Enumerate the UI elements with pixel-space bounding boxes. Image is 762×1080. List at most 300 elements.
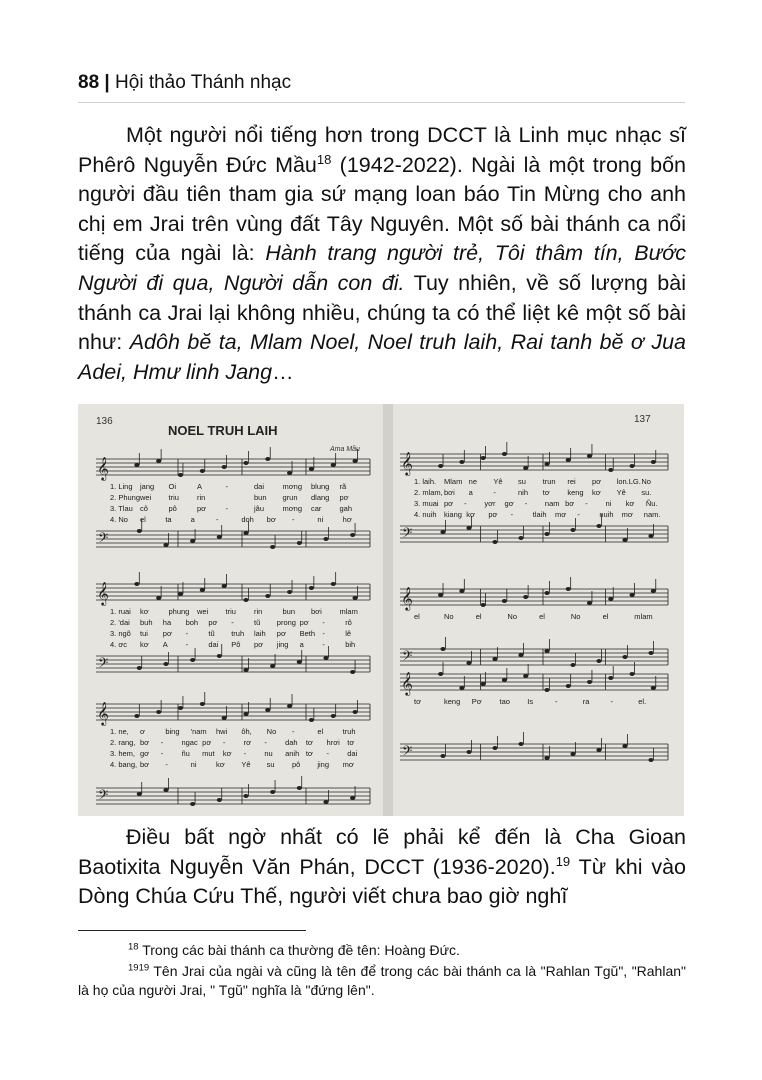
left-system-2-bass-note xyxy=(350,670,355,674)
right-system-1-lyrics-syllable: lon.LG. xyxy=(616,477,641,486)
left-system-3-lyrics-syllable: kơ xyxy=(216,760,225,769)
left-system-1-lyrics-syllable: - xyxy=(292,515,295,524)
book-gutter xyxy=(383,404,393,816)
right-system-2-bass-note xyxy=(648,651,653,655)
right-system-2-bass-note xyxy=(440,647,445,651)
left-system-2-treble-note xyxy=(200,588,205,592)
right-system-2-lyrics-syllable: el xyxy=(602,612,609,621)
paragraph-1-text-a: Một người nổi tiếng hơn trong DCCT là Linh mục nhạc sĩ Phêrô Nguyễn Đức Mầu xyxy=(78,123,686,177)
right-system-1-treble-note xyxy=(502,452,507,456)
left-system-2-lyrics-syllable: a xyxy=(299,640,304,649)
right-system-3-lyrics-syllable: Is xyxy=(527,697,534,706)
left-system-1-lyrics-syllable: bơ xyxy=(266,515,276,524)
left-system-3-lyrics-syllable: ôh, xyxy=(241,727,252,736)
left-system-2-lyrics-syllable: 1. ruai xyxy=(110,607,131,616)
composer-credit: Ama Mầu xyxy=(330,446,360,453)
left-system-2-lyrics-syllable: rin xyxy=(254,607,263,616)
left-system-3-lyrics-syllable: - xyxy=(292,727,295,736)
right-system-1-treble-note xyxy=(651,460,656,464)
left-system-3-treble-note xyxy=(309,718,314,722)
right-system-3-treble-note xyxy=(651,686,656,690)
right-system-1-treble-note xyxy=(438,464,443,468)
left-system-2-bass-note xyxy=(137,666,142,670)
song-list-jrai: Adôh bĕ ta, Mlam Noel, Noel truh laih, Rai tanh bĕ ơ Jua Adei, Hmư linh Jang xyxy=(78,330,686,384)
right-system-2-treble-note xyxy=(523,595,528,599)
right-system-2-lyrics-syllable: No xyxy=(507,612,518,621)
right-system-3-treble-note xyxy=(544,688,549,692)
footnote-ref-18[interactable]: 18 xyxy=(316,151,332,167)
right-system-1-lyrics-syllable: mơ xyxy=(555,510,567,519)
left-system-2-lyrics-syllable: buh xyxy=(140,618,153,627)
right-system-3-bass-note xyxy=(570,752,575,756)
ellipsis: … xyxy=(272,359,294,384)
left-system-2-lyrics-syllable: bun xyxy=(282,607,296,616)
right-system-1-treble-clef: 𝄞 xyxy=(401,453,413,475)
footnote-18-text: Trong các bài thánh ca thường đề tên: Hoàng Đức. xyxy=(138,942,460,958)
left-system-1-treble-note xyxy=(265,457,270,461)
right-system-3-bass-note xyxy=(648,758,653,762)
left-system-1-bass-note xyxy=(163,543,168,547)
left-system-2-lyrics-syllable: 3. ngõ xyxy=(110,629,131,638)
right-system-1-lyrics-syllable: Mlam xyxy=(444,477,463,486)
left-system-3-treble-note xyxy=(134,714,139,718)
left-system-2-treble-note xyxy=(265,594,270,598)
left-system-2-lyrics-syllable: mlam xyxy=(339,607,358,616)
left-system-3-treble-note xyxy=(243,712,248,716)
left-system-2-lyrics-syllable: 4. ơc xyxy=(110,640,128,649)
right-system-3-treble-note xyxy=(459,686,464,690)
right-system-2-treble-clef: 𝄞 xyxy=(401,588,413,610)
right-system-3-bass-note xyxy=(440,754,445,758)
left-system-1-lyrics-syllable: 3. Tlau xyxy=(110,504,133,513)
left-system-2-treble-note xyxy=(222,584,227,588)
right-system-1-lyrics-syllable: bơ xyxy=(565,499,575,508)
left-system-2-lyrics-syllable: lê xyxy=(345,629,352,638)
left-system-1-lyrics-syllable: mơng xyxy=(282,504,303,513)
right-system-2-bass-note xyxy=(570,663,575,667)
left-system-2-bass-note xyxy=(243,668,248,672)
left-system-2-lyrics-syllable: triu xyxy=(225,607,236,616)
right-system-3-bass-note xyxy=(544,756,549,760)
left-system-3-lyrics-syllable: dah xyxy=(285,738,298,747)
left-system-2-lyrics-syllable: wei xyxy=(197,607,209,616)
left-system-3-bass-note xyxy=(350,796,355,800)
left-system-1-lyrics-syllable: dlang xyxy=(311,493,330,502)
right-system-2-lyrics-syllable: el xyxy=(539,612,545,621)
left-system-1-bass-note xyxy=(297,541,302,545)
left-system-1-bass-note xyxy=(270,545,275,549)
right-system-2-bass-note xyxy=(492,657,497,661)
left-system-1-lyrics-syllable: hơ xyxy=(342,515,352,524)
left-system-2-lyrics-syllable: pơ xyxy=(208,618,218,627)
left-system-2-treble-note xyxy=(287,590,292,594)
right-system-3-lyrics-syllable: ra xyxy=(582,697,590,706)
left-system-2-lyrics-syllable: dai xyxy=(208,640,219,649)
right-system-3-treble-note xyxy=(608,676,613,680)
left-system-1-bass-note xyxy=(190,539,195,543)
left-system-1-lyrics-syllable: pô xyxy=(168,504,177,513)
left-system-2-lyrics-syllable: pơ xyxy=(299,618,309,627)
left-system-2-lyrics-syllable: laih xyxy=(254,629,266,638)
right-system-1-bass-note xyxy=(648,534,653,538)
right-system-2-bass-clef: 𝄢 xyxy=(402,650,413,667)
left-system-3-lyrics-syllable: tơ xyxy=(305,749,313,758)
left-system-3-lyrics-syllable: hwi xyxy=(216,727,228,736)
left-system-3-lyrics-syllable: rơ xyxy=(243,738,252,747)
left-system-1-lyrics-syllable: - xyxy=(225,504,228,513)
right-system-2-treble-note xyxy=(651,589,656,593)
left-system-3-bass-clef: 𝄢 xyxy=(98,789,109,806)
left-system-2-lyrics-syllable: tui xyxy=(140,629,148,638)
left-system-3-bass-note xyxy=(323,800,328,804)
paragraph-2-text-a: Điều bất ngờ nhất có lẽ phải kể đến là Cha Gioan Baotixita Nguyễn Văn Phán, DCCT (1936-2020). xyxy=(78,825,686,879)
right-system-1-lyrics-syllable: ni xyxy=(605,499,612,508)
right-system-3-lyrics-syllable: - xyxy=(555,697,558,706)
left-system-2-treble-note xyxy=(309,586,314,590)
right-system-3-bass-note xyxy=(518,742,523,746)
left-system-1-lyrics-syllable: el xyxy=(140,515,146,524)
left-system-1-lyrics-syllable: car xyxy=(311,504,322,513)
right-system-2-bass-note xyxy=(466,661,471,665)
right-system-3-bass-note xyxy=(622,744,627,748)
left-system-3-lyrics-syllable: 2. rang, xyxy=(110,738,136,747)
left-system-2-lyrics-syllable: Beth xyxy=(299,629,316,638)
right-system-1-treble-note xyxy=(459,460,464,464)
right-system-1-lyrics-syllable: kiang xyxy=(444,510,462,519)
left-system-1-lyrics-syllable: Oi xyxy=(168,482,176,491)
right-system-1-lyrics-syllable: nam. xyxy=(643,510,661,519)
right-system-1-lyrics-syllable: keng xyxy=(567,488,584,497)
right-system-1-lyrics-syllable: pơ xyxy=(592,477,602,486)
right-system-1-lyrics-syllable: kơ xyxy=(625,499,635,508)
left-system-1-lyrics-syllable: rã xyxy=(339,482,347,491)
left-system-1-lyrics-syllable: 4. No xyxy=(110,515,128,524)
left-system-1-lyrics-syllable: - xyxy=(216,515,219,524)
left-system-3-lyrics-syllable: bing xyxy=(165,727,180,736)
right-system-1-lyrics-syllable: a xyxy=(468,488,473,497)
right-system-3-lyrics-syllable: keng xyxy=(444,697,461,706)
right-system-2-lyrics-syllable: No xyxy=(444,612,454,621)
running-title: Hội thảo Thánh nhạc xyxy=(115,72,292,93)
left-system-2-lyrics-syllable: tũ xyxy=(208,629,215,638)
left-system-1-lyrics-syllable: 1. Ling xyxy=(110,482,133,491)
right-system-3-bass-clef: 𝄢 xyxy=(402,745,413,762)
left-system-1-lyrics-syllable: jâu xyxy=(254,504,265,513)
left-system-3-lyrics-syllable: gơ xyxy=(140,749,150,758)
right-system-1-lyrics-syllable: rei xyxy=(567,477,576,486)
right-system-2-lyrics-syllable: mlam xyxy=(634,612,653,621)
left-system-3-bass-note xyxy=(270,790,275,794)
left-system-2-lyrics-syllable: kơ xyxy=(140,607,149,616)
left-system-3-lyrics-syllable: - xyxy=(160,738,164,747)
left-system-2-lyrics-syllable: tũ xyxy=(254,618,261,627)
left-system-3-lyrics-syllable: No xyxy=(266,727,277,736)
left-system-1-bass-note xyxy=(323,537,328,541)
left-system-3-lyrics-syllable: mơ xyxy=(342,760,354,769)
left-system-1-treble-note xyxy=(243,461,248,465)
left-system-3-lyrics-syllable: jing xyxy=(317,760,330,769)
left-system-3-lyrics-syllable: - xyxy=(264,738,267,747)
left-system-3-lyrics-syllable: bơ xyxy=(140,760,150,769)
right-system-3-lyrics-syllable: tơ xyxy=(414,697,422,706)
left-system-1-lyrics-syllable: gah xyxy=(339,504,353,513)
left-system-2-bass-note xyxy=(163,662,168,666)
left-system-3-bass-note xyxy=(163,788,168,792)
left-system-1-treble-note xyxy=(309,467,314,471)
left-system-3-lyrics-syllable: su xyxy=(266,760,275,769)
left-system-3-treble-note xyxy=(331,714,336,718)
right-system-1-treble-note xyxy=(629,464,634,468)
left-system-3-lyrics-syllable: - xyxy=(160,749,164,758)
left-system-3-lyrics-syllable: 3. hem, xyxy=(110,749,136,758)
left-system-1-bass-clef: 𝄢 xyxy=(98,532,109,549)
page-number: 88 xyxy=(78,72,100,93)
right-system-1-lyrics-syllable: - xyxy=(493,488,496,497)
left-system-2-lyrics-syllable: - xyxy=(185,629,189,638)
left-system-1-lyrics-syllable: ni xyxy=(317,515,324,524)
right-system-1-lyrics-syllable: Yê xyxy=(616,488,626,497)
right-system-2-treble-note xyxy=(629,593,634,597)
left-system-3-lyrics-syllable: 1. ne, xyxy=(110,727,129,736)
right-system-1-lyrics-syllable: 1. laih. xyxy=(414,477,437,486)
right-system-2-treble-note xyxy=(459,589,464,593)
left-system-3-lyrics-syllable: - xyxy=(326,749,330,758)
left-system-2-treble-note xyxy=(134,582,139,586)
left-system-3-bass-note xyxy=(190,802,195,806)
left-system-2-lyrics-syllable: phung xyxy=(168,607,190,616)
right-system-3-bass-note xyxy=(596,748,601,752)
right-system-1-bass-note xyxy=(492,540,497,544)
left-system-2-lyrics-syllable: rô xyxy=(345,618,352,627)
right-system-1-lyrics-syllable: trun xyxy=(542,477,556,486)
left-system-3-lyrics-syllable: ơ xyxy=(140,727,145,736)
left-system-3-bass-note xyxy=(137,792,142,796)
left-system-3-treble-note xyxy=(287,704,292,708)
left-system-2-lyrics-syllable: A xyxy=(162,640,168,649)
right-system-1-lyrics-syllable: - xyxy=(524,499,528,508)
right-system-1-bass-note xyxy=(596,524,601,528)
song-title: NOEL TRUH LAIH xyxy=(168,423,278,438)
left-system-3-treble-note xyxy=(222,716,227,720)
right-system-3-treble-note xyxy=(629,672,634,676)
right-system-2-treble-note xyxy=(544,591,549,595)
right-system-2-treble-note xyxy=(587,601,592,605)
left-system-3-lyrics-syllable: el xyxy=(317,727,324,736)
left-system-3-lyrics-syllable: dai xyxy=(347,749,358,758)
left-system-3-lyrics-syllable: ñu xyxy=(181,749,190,758)
right-system-1-lyrics-syllable: 4. nuih xyxy=(414,510,437,519)
left-system-1-lyrics-syllable: A xyxy=(197,482,203,491)
left-system-3-treble-note xyxy=(156,710,161,714)
right-system-1-lyrics-syllable: nam xyxy=(544,499,560,508)
right-system-1-treble-note xyxy=(544,462,549,466)
right-system-1-treble-note xyxy=(608,468,613,472)
left-system-2-bass-clef: 𝄢 xyxy=(98,657,109,674)
right-system-3-bass-note xyxy=(492,746,497,750)
left-system-3-lyrics-syllable: - xyxy=(222,738,226,747)
right-system-1-lyrics-syllable: yơr xyxy=(484,499,496,508)
left-system-1-treble-note xyxy=(200,469,205,473)
left-system-1-lyrics-syllable: pơ xyxy=(339,493,349,502)
left-system-2-lyrics-syllable: kơ xyxy=(140,640,149,649)
left-system-3-lyrics-syllable: ni xyxy=(190,760,197,769)
left-system-2-treble-note xyxy=(156,596,161,600)
right-system-1-lyrics-syllable: tlaih xyxy=(532,510,547,519)
footnote-18-mark: 18 xyxy=(128,941,139,953)
left-system-3-lyrics-syllable: - xyxy=(243,749,247,758)
left-system-1-lyrics-syllable: bun xyxy=(254,493,267,502)
right-system-1-lyrics-syllable: nuih xyxy=(599,510,614,519)
right-system-3-bass-note xyxy=(466,750,471,754)
right-system-1-bass-note xyxy=(440,530,445,534)
left-system-2-lyrics-syllable: ha xyxy=(162,618,172,627)
left-system-1-lyrics-syllable: cô xyxy=(140,504,148,513)
left-system-2-lyrics-syllable: - xyxy=(322,629,325,638)
left-system-2-treble-clef: 𝄞 xyxy=(97,583,109,605)
right-system-1-lyrics-syllable: bơi xyxy=(444,488,455,497)
footnote-19-mark: 1919 xyxy=(128,962,150,974)
left-system-2-lyrics-syllable: boh xyxy=(185,618,199,627)
left-system-1-lyrics-syllable: grun xyxy=(282,493,298,502)
paragraph-1-text-c: Tuy nhiên, về số lượng bài thánh ca Jrai lại không nhiều, chúng ta có thể liệt kê một số bài như: xyxy=(78,270,686,355)
left-system-1-lyrics-syllable: jang xyxy=(140,482,155,491)
right-system-1-lyrics-syllable: su xyxy=(518,477,526,486)
right-system-1-lyrics-syllable: - xyxy=(577,510,580,519)
right-system-1-treble-note xyxy=(523,466,528,470)
right-system-1-bass-note xyxy=(622,538,627,542)
left-system-2-bass-note xyxy=(217,654,222,658)
footnote-18 xyxy=(78,941,686,960)
right-system-3-treble-note xyxy=(438,672,443,676)
left-system-2-lyrics-syllable: bih xyxy=(345,640,356,649)
right-system-1-treble-note xyxy=(587,454,592,458)
left-system-3-lyrics-syllable: anih xyxy=(285,749,300,758)
left-system-2-bass-note xyxy=(297,660,302,664)
right-system-1-bass-note xyxy=(466,526,471,530)
left-system-1-lyrics-syllable: pơ xyxy=(197,504,207,513)
left-system-3-lyrics-syllable: pơ xyxy=(202,738,212,747)
left-system-3-bass-note xyxy=(243,794,248,798)
right-system-1-lyrics-syllable: mơ xyxy=(621,510,633,519)
left-system-3-lyrics-syllable: mut xyxy=(202,749,215,758)
left-system-2-bass-note xyxy=(270,664,275,668)
right-system-2-treble-note xyxy=(438,593,443,597)
left-system-3-lyrics-syllable: tơ xyxy=(347,738,355,747)
left-system-1-lyrics-syllable: mơng xyxy=(282,482,303,491)
right-system-1-lyrics-syllable: 2. mlam, xyxy=(414,488,443,497)
left-system-3-treble-note xyxy=(178,706,183,710)
left-system-2-lyrics-syllable: pơ xyxy=(276,629,286,638)
left-system-2-lyrics-syllable: - xyxy=(322,618,325,627)
right-system-2-treble-note xyxy=(566,587,571,591)
right-system-3-treble-note xyxy=(481,682,486,686)
right-system-2-treble-note xyxy=(608,597,613,601)
left-system-2-treble-note xyxy=(352,596,357,600)
right-system-1-lyrics-syllable: Yê xyxy=(493,477,503,486)
left-system-1-lyrics-syllable: doh xyxy=(241,515,254,524)
footnote-19-text: Tên Jrai của ngài và cũng là tên để trong các bài thánh ca là "Rahlan Tgŭ", "Rahlan" là họ của người Jrai, " Tgŭ" nghĩa là "đứng lên". xyxy=(78,963,686,998)
left-system-3-lyrics-syllable: kơ xyxy=(222,749,232,758)
left-system-1-lyrics-syllable: 2. Phung xyxy=(110,493,141,502)
right-system-2-bass-note xyxy=(518,653,523,657)
left-system-3-treble-note xyxy=(265,708,270,712)
left-system-3-bass-note xyxy=(297,786,302,790)
footnote-divider xyxy=(78,930,306,931)
left-system-1-bass-note xyxy=(350,533,355,537)
left-system-3-lyrics-syllable: bơ xyxy=(140,738,150,747)
right-system-3-lyrics-syllable: Pơ xyxy=(471,697,482,706)
right-system-3-treble-note xyxy=(566,684,571,688)
right-system-1-lyrics-syllable: ne xyxy=(468,477,478,486)
left-system-3-lyrics-syllable: 'nam xyxy=(190,727,207,736)
right-system-1-lyrics-syllable: gơ xyxy=(504,499,514,508)
left-system-1-lyrics-syllable: - xyxy=(225,482,228,491)
left-system-1-lyrics-syllable: rin xyxy=(197,493,206,502)
left-system-2-lyrics-syllable: pơ xyxy=(162,629,172,638)
left-system-1-lyrics-syllable: dai xyxy=(254,482,265,491)
right-system-1-lyrics-syllable: - xyxy=(585,499,588,508)
left-system-3-lyrics-syllable: ngac xyxy=(181,738,198,747)
right-system-3-lyrics-syllable: el. xyxy=(638,697,647,706)
left-system-1-lyrics-syllable: triu xyxy=(168,493,179,502)
right-system-3-treble-clef: 𝄞 xyxy=(401,673,413,695)
right-system-1-lyrics-syllable: 3. muai xyxy=(414,499,439,508)
right-system-3-treble-note xyxy=(587,680,592,684)
left-system-1-lyrics-syllable: blung xyxy=(311,482,330,491)
paragraph-1-text-b: (1942-2022). Ngài là một trong bốn người đầu tiên tham gia sứ mạng loan báo Tin Mừng cho anh chị em Jrai trên vùng đất Tây Nguyên. Một số bài thánh ca nổi tiếng của ngài là: xyxy=(78,152,686,266)
left-system-3-lyrics-syllable: Yê xyxy=(241,760,251,769)
paragraph-2 xyxy=(78,823,686,912)
right-system-1-lyrics-syllable: pơ xyxy=(444,499,454,508)
left-system-2-lyrics-syllable: 2. 'dai xyxy=(110,618,130,627)
right-system-1-lyrics-syllable: nih xyxy=(518,488,529,497)
left-system-2-lyrics-syllable: - xyxy=(231,618,234,627)
right-system-1-bass-clef: 𝄢 xyxy=(402,527,413,544)
left-system-2-bass-note xyxy=(190,658,195,662)
left-system-1-bass-note xyxy=(217,535,222,539)
sheet-music-scan xyxy=(78,404,684,816)
song-list-vietnamese: Hành trang người trẻ, Tôi thâm tín, Bước Người đi qua, Người dẫn con đi. xyxy=(78,241,686,295)
left-page-number: 136 xyxy=(96,416,113,427)
left-system-1-lyrics-syllable: ta xyxy=(165,515,172,524)
right-system-2-bass-note xyxy=(544,649,549,653)
right-system-2-lyrics-syllable: el xyxy=(475,612,482,621)
left-system-2-lyrics-syllable: pơ xyxy=(254,640,264,649)
left-system-1-treble-note xyxy=(331,463,336,467)
right-system-1-lyrics-syllable: pơ xyxy=(488,510,498,519)
left-system-1-treble-note xyxy=(134,463,139,467)
right-system-1-lyrics-syllable: kơ xyxy=(466,510,475,519)
right-system-2-bass-note xyxy=(622,655,627,659)
left-system-1-treble-note xyxy=(287,471,292,475)
header-separator: | xyxy=(104,72,110,93)
right-system-1-lyrics-syllable: Ñu. xyxy=(645,499,658,508)
paragraph-2-text-b: Từ khi vào Dòng Chúa Cứu Thế, người viết chưa bao giờ nghĩ xyxy=(78,854,686,909)
left-system-3-lyrics-syllable: pô xyxy=(292,760,301,769)
left-system-3-lyrics-syllable: nu xyxy=(264,749,273,758)
left-system-2-bass-note xyxy=(323,656,328,660)
right-system-3-lyrics-syllable: tao xyxy=(499,697,510,706)
right-system-1-treble-note xyxy=(566,458,571,462)
right-system-1-lyrics-syllable: - xyxy=(510,510,514,519)
left-system-3-treble-note xyxy=(352,710,357,714)
left-system-2-treble-note xyxy=(243,598,248,602)
left-system-1-bass-note xyxy=(137,529,142,533)
footnote-ref-19[interactable]: 19 xyxy=(555,853,571,869)
left-system-2-lyrics-syllable: Pô xyxy=(231,640,241,649)
right-system-1-lyrics-syllable: su. xyxy=(641,488,652,497)
left-system-3-lyrics-syllable: hrơi xyxy=(326,738,340,747)
